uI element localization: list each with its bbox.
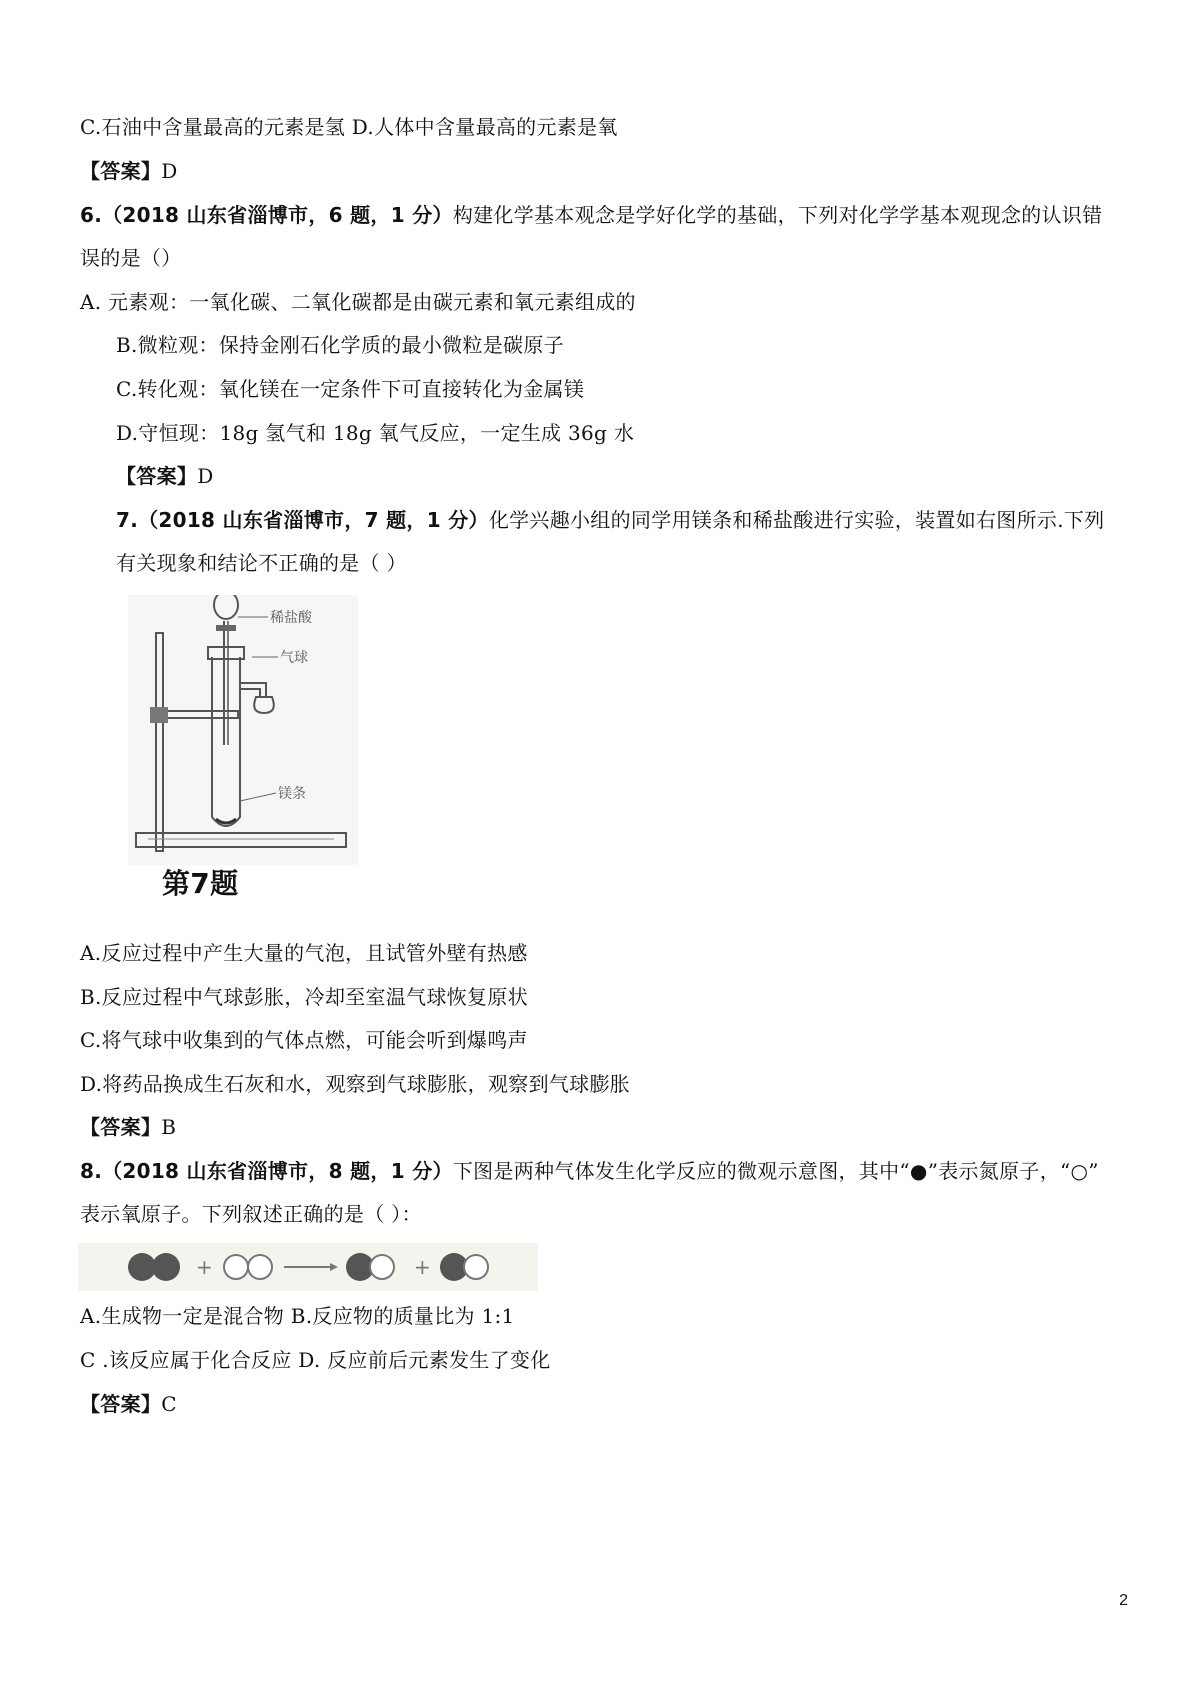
q6-stem-line2: 误的是（）	[80, 246, 182, 270]
q8-options-cd: C .该反应属于化合反应 D. 反应前后元素发生了变化	[80, 1348, 551, 1372]
q6-option-d: D.守恒现：18g 氢气和 18g 氧气反应，一定生成 36g 水	[116, 421, 635, 445]
answer-value: D	[197, 464, 214, 488]
nitrogen-atom	[152, 1253, 180, 1281]
label-balloon: 气球	[280, 650, 308, 666]
reaction-diagram	[78, 1243, 538, 1291]
q7-header: 7.（2018 山东省淄博市，7 题，1 分）	[116, 508, 489, 532]
answer-label: 【答案】	[80, 1392, 162, 1416]
q7-option-d: D.将药品换成生石灰和水，观察到气球膨胀，观察到气球膨胀	[80, 1072, 631, 1096]
q7-stem-line1	[116, 507, 1104, 533]
label-strip: 镁条	[278, 786, 306, 802]
q5-answer	[80, 158, 178, 184]
q8-stem-line1	[80, 1158, 1099, 1184]
q7-option-a: A.反应过程中产生大量的气泡，且试管外壁有热感	[80, 941, 528, 965]
q5-options-cd: C.石油中含量最高的元素是氢 D.人体中含量最高的元素是氧	[80, 115, 618, 139]
answer-value: C	[161, 1392, 177, 1416]
q6-option-c: C.转化观：氧化镁在一定条件下可直接转化为金属镁	[116, 377, 585, 401]
label-funnel: 稀盐酸	[270, 610, 312, 626]
q8-stem-text: 下图是两种气体发生化学反应的微观示意图，其中“●”表示氮原子，“○”	[452, 1159, 1099, 1183]
figure-caption: 第7题	[162, 867, 239, 900]
q7-stem-line2: 有关现象和结论不正确的是（ ）	[116, 551, 407, 575]
nitrogen-atom	[128, 1253, 156, 1281]
answer-label: 【答案】	[80, 159, 162, 183]
clamp-knob	[150, 707, 168, 723]
page-number: 2	[1119, 1592, 1128, 1609]
oxygen-atom	[370, 1255, 394, 1279]
oxygen-atom	[464, 1255, 488, 1279]
q6-answer	[116, 463, 214, 489]
q8-header: 8.（2018 山东省淄博市，8 题，1 分）	[80, 1159, 453, 1183]
answer-value: D	[161, 159, 178, 183]
q6-option-a: A. 元素观：一氧化碳、二氧化碳都是由碳元素和氧元素组成的	[80, 290, 636, 314]
q7-stem-text: 化学兴趣小组的同学用镁条和稀盐酸进行实验，装置如右图所示.下列	[488, 508, 1105, 532]
q6-option-b: B.微粒观：保持金刚石化学质的最小微粒是碳原子	[116, 333, 564, 357]
answer-label: 【答案】	[80, 1115, 162, 1139]
q6-stem-text: 构建化学基本观念是学好化学的基础，下列对化学学基本观现念的认识错	[452, 203, 1103, 227]
apparatus-figure	[128, 595, 358, 865]
q7-option-c: C.将气球中收集到的气体点燃，可能会听到爆鸣声	[80, 1028, 528, 1052]
oxygen-atom	[248, 1255, 272, 1279]
plus-sign: +	[196, 1255, 213, 1279]
oxygen-atom	[224, 1255, 248, 1279]
q8-answer	[80, 1391, 177, 1417]
q8-options-ab: A.生成物一定是混合物 B.反应物的质量比为 1:1	[80, 1304, 515, 1328]
answer-value: B	[161, 1115, 177, 1139]
q8-stem-line2: 表示氧原子。下列叙述正确的是（ ）：	[80, 1202, 422, 1226]
funnel-tap	[216, 625, 236, 631]
q7-answer	[80, 1114, 176, 1140]
answer-label: 【答案】	[116, 464, 198, 488]
q6-stem-line1	[80, 202, 1102, 228]
q6-header: 6.（2018 山东省淄博市，6 题，1 分）	[80, 203, 453, 227]
plus-sign: +	[414, 1255, 431, 1279]
q7-option-b: B.反应过程中气球彭胀，冷却至室温气球恢复原状	[80, 985, 528, 1009]
